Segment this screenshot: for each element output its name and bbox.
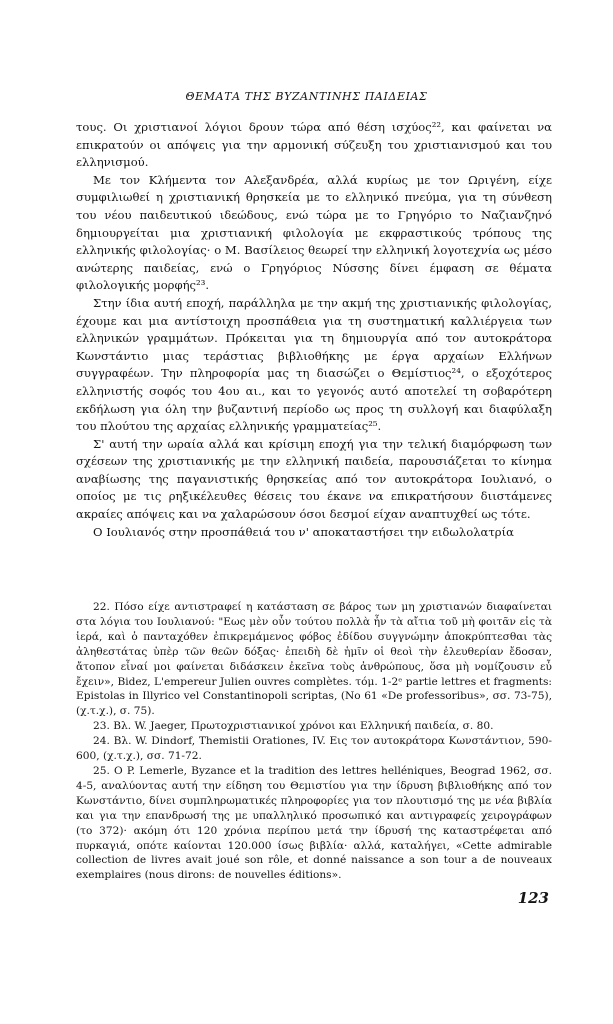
paragraph: Με τον Κλήμεντα τον Αλεξανδρέα, αλλά κυρίως με τον Ωριγένη, είχε συμφιλιωθεί η χριστιανική θρησκεία με το ελληνικό πνεύμα, για τη σύνθεση του νέου παιδευτικού ιδεώδους, ενώ τώρα με το Γρηγόριο το Ναζιανζηνό δημιουργείται μια χριστιανική φιλολογία με εκφραστικούς τρόπους της ελληνικής φιλολογίας· ο Μ. Βασίλειος θεωρεί την ελληνική λογοτεχνία ως μέσο ανώτερης παιδείας, ενώ ο Γρηγόριος Νύσσης δίνει έμφαση σε θέματα φιλολογικής μορφής²³. [76, 172, 552, 293]
paragraph: Σ' αυτή την ωραία αλλά και κρίσιμη εποχή για την τελική διαμόρφωση των σχέσεων της χριστιανικής με την ελληνική παιδεία, παρουσιάζεται το κίνημα αναβίωσης της παγανιστικής θρησκείας από τον αυτοκράτορα Ιουλιανό, ο οποίος με τις ρηξικέλευθες θέσεις του έκανε να επικρατήσουν διιστάμενες ακραίες απόψεις και να χαλαρώσουν όσοι δεσμοί είχαν αναπτυχθεί ως τότε. [76, 436, 552, 522]
paragraph: Ο Ιουλιανός στην προσπάθειά του ν' αποκαταστήσει την ειδωλολατρία [93, 524, 514, 539]
page-number: 123 [517, 889, 549, 907]
footnote-22: 22. Πόσο είχε αντιστραφεί η κατάσταση σε βάρος των μη χριστιανών διαφαίνεται στα λόγια του Ιουλιανού: "Εως μὲν οὖν τούτου πολλὰ ἦν τὰ αἴτια τοῦ μὴ φοιτᾶν εἰς τὰ ἱερά, καὶ ὁ πανταχόθεν ἐπικρεμάμενος φόβος ἐδίδου συγγνώμην ἀποκρύπτεσθαι τὰς ἀληθεστάτας ὑπὲρ τῶν θεῶν δόξας· ἐπειδὴ δὲ ἡμῖν οἱ θεοὶ τὴν ἐλευθερίαν ἔδοσαν, ἄτοπον εἶναί μοι φαίνεται διδάσκειν ἐκεῖνα τοὺς ἀνθρώπους, ὅσα μὴ νομίζουσιν εὖ ἔχειν», Bidez, L'empereur Julien ouvres complètes. τόμ. 1-2ᵉ partie lettres et fragments: Epistolas in Illyrico vel Constantinopoli scriptas, (No 61 «De professoribus», σσ. 73-75), (χ.τ.χ.), σ. 75). [76, 601, 552, 718]
footnote-24: 24. Βλ. W. Dindorf, Themistii Orationes, IV. Εις τον αυτοκράτορα Κωνστάντιον, 590-600, (χ.τ.χ.), σσ. 71-72. [76, 735, 552, 763]
footnote-23: 23. Βλ. W. Jaeger, Πρωτοχριστιανικοί χρόνοι και Ελληνική παιδεία, σ. 80. [93, 720, 494, 733]
running-header: ΘΕΜΑΤΑ ΤΗΣ ΒΥΖΑΝΤΙΝΗΣ ΠΑΙΔΕΙΑΣ [185, 90, 428, 103]
footnote-25: 25. Ο P. Lemerle, Byzance et la tradition des lettres helléniques, Beograd 1962, σσ. 4-5, αναλύοντας αυτή την είδηση του Θεμιστίου για την ίδρυση βιβλιοθήκης από τον Κωνστάντιο, δίνει συμπληρωματικές πληροφορίες για τον πλουτισμό της με νέα βιβλία και για την επανδρωσή της με υπαλληλικό προσωπικό και αντιγραφείς χειρογράφων (το 372)· ακόμη ότι 120 χρόνια περίπου μετά την ίδρυσή της καταστρέφεται από πυρκαγιά, οπότε καίονται 120.000 ίσως βιβλία· αλλά, καταλήγει, «Cette admirable collection de livres avait joué son rôle, et donné naissance a son tour a de nouveaux exemplaires (nous dirons: de nouvelles éditions». [76, 764, 552, 882]
paragraph: τους. Οι χριστιανοί λόγιοι δρουν τώρα από θέση ισχύος²², και φαίνεται να επικρατούν οι απόψεις για την αρμονική σύζευξη του χριστιανισμού και του ελληνισμού. [76, 120, 552, 170]
footnotes [76, 600, 552, 883]
paragraph: Στην ίδια αυτή εποχή, παράλληλα με την ακμή της χριστιανικής φιλολογίας, έχουμε και μια αντίστοιχη προσπάθεια για τη συστηματική καλλιέργεια των ελληνικών γραμμάτων. Πρόκειται για τη δημιουργία από τον αυτοκράτορα Κωνστάντιο μιας τεράστιας βιβλιοθήκης με έργα αρχαίων Ελλήνων συγγραφέων. Την πληροφορία μας τη διασώζει ο Θεμίστιος²⁴, ο εξοχότερος ελληνιστής σοφός του 4ου αι., και το γεγονός αυτό αποτελεί τη σοβαρότερη εκδήλωση για όλη την βυζαντινή περίοδο ως προς τη συλλογή και διαφύλαξη του πλούτου της αρχαίας ελληνικής γραμματείας²⁵. [76, 295, 552, 434]
main-text [76, 119, 552, 541]
